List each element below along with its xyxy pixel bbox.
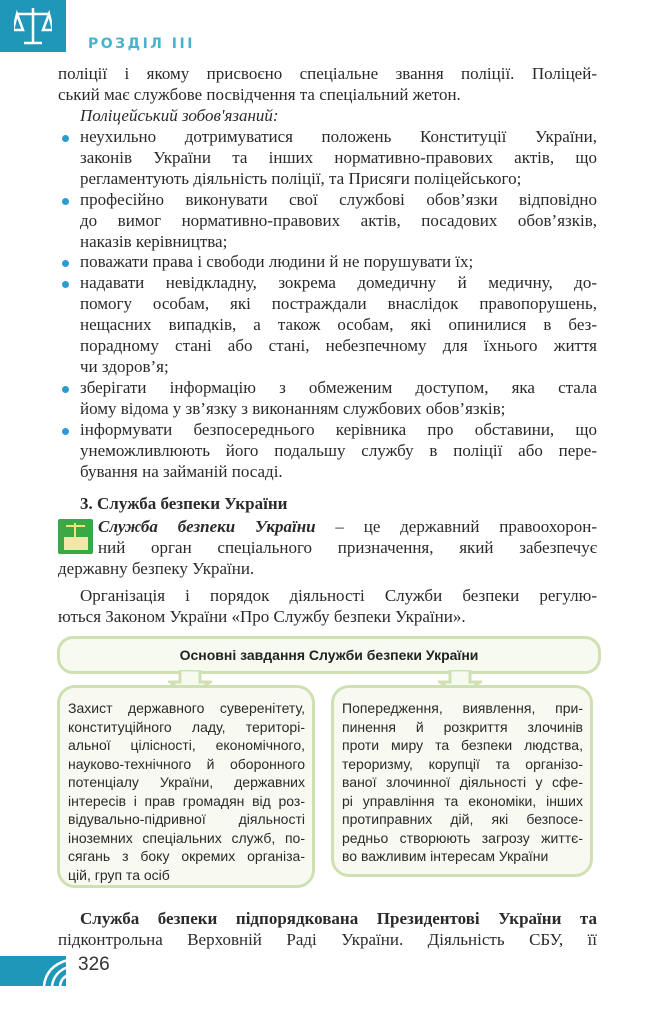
text-line: потенціалу України, державних (68, 774, 305, 790)
text-line: протиправних дій, які безпосе- (342, 811, 583, 827)
text-line: конституційного ладу, територі- (68, 718, 305, 735)
text-line: во важливим інтересам України (342, 848, 549, 864)
diagram-title-box: Основні завдання Служби безпеки України (57, 636, 601, 674)
text-line: проти миру та безпеки людства, (342, 737, 583, 753)
obligations-list (58, 127, 597, 482)
list-item (58, 127, 597, 190)
text-line: йому відома у зв’язку з виконанням службових обов’язків; (80, 398, 506, 418)
text-line: інформувати безпосереднього керівника про обставини, що (80, 419, 597, 439)
list-item (58, 252, 597, 273)
section-title: РОЗДІЛ ІІІ (88, 36, 195, 52)
text-line: наказів керівництва; (80, 231, 228, 251)
bullet-icon (62, 281, 69, 288)
intro-paragraph (58, 64, 597, 106)
bullet-icon (62, 135, 69, 142)
definition-term: Служба безпеки України (98, 517, 316, 536)
closing-line: підконтрольна Верховній Раді України. Діяльність СБУ, її (58, 929, 597, 949)
text-line: іноземних спеціальних служб, по- (68, 829, 305, 846)
diagram-box-left (57, 685, 315, 888)
text-line: ський має службове посвідчення та спеціальний жетон. (58, 84, 461, 104)
text-line: Організація і порядок діяльності Служби безпеки регулю- (80, 586, 597, 605)
text-line: поважати права і свободи людини й не порушувати їх; (80, 252, 474, 272)
list-item (58, 378, 597, 420)
chapter-corner-tab (0, 0, 66, 52)
bullet-icon (62, 428, 69, 435)
text-line: поліції і якому присвоєно спеціальне звання поліції. Поліцей- (58, 64, 597, 83)
definition-line: державну безпеку України. (58, 558, 255, 578)
definition-line: ний орган спеціального призначення, який забезпечує (98, 537, 597, 557)
text-line: пинення й розкриття злочинів (342, 718, 583, 735)
list-item (58, 190, 597, 253)
text-line: зберігати інформацію з обмеженим доступом, яка стала (80, 377, 597, 397)
text-line: професійно виконувати свої службові обов’язки відповідно (80, 189, 597, 209)
text-line: Попередження, виявлення, при- (342, 700, 583, 716)
text-line: нещасних випадків, а також особам, які опинилися в без- (80, 315, 597, 335)
list-item (58, 273, 597, 378)
text-line: неухильно дотримуватися положень Конституції України, (80, 127, 597, 146)
text-line: тероризму, корупції та організо- (342, 755, 583, 772)
text-line: помогу особам, які постраждали внаслідок правопорушень, (80, 294, 597, 314)
text-line: чи здоров’я; (80, 356, 169, 376)
diagram-box-right (331, 685, 593, 877)
text-line: цій, груп та осіб (68, 866, 170, 883)
text-line: науково-технічного й оборонного (68, 755, 305, 772)
bullet-icon (62, 386, 69, 393)
page-number: 326 (78, 954, 110, 975)
text-line: надавати невідкладну, зокрема домедичну й медичну, до- (80, 273, 597, 293)
text-line: порадному стані або стані, небезпечному для їхнього життя (80, 336, 597, 356)
text-line: сягань з боку окремих організа- (68, 848, 305, 864)
text-line: редньо створюють загрозу життє- (342, 829, 583, 846)
text-line: ваної злочинної діяльності у сфе- (342, 774, 583, 790)
bullet-icon (62, 260, 69, 267)
closing-bold-line: Служба безпеки підпорядкована Президентові України та (80, 909, 597, 928)
list-item (58, 420, 597, 483)
section-heading: 3. Служба безпеки України (80, 494, 288, 513)
text-line: відувально-підривної діяльності (68, 811, 305, 827)
definition-paragraph (58, 517, 597, 580)
obligation-title: Поліцейський зобов'язаний: (80, 106, 279, 125)
bullet-icon (62, 198, 69, 205)
text-line: законів України та інших нормативно-правових актів, що (80, 147, 597, 167)
definition-text: – це державний правоохорон- (315, 517, 597, 536)
text-line: рі управління та економіки, інших (342, 792, 583, 809)
text-line: Захист державного суверенітету, (68, 700, 305, 716)
text-line: альної цілісності, економічного, (68, 737, 305, 753)
text-line: унеможливлюють його подальшу службу в поліції або пере- (80, 440, 597, 460)
scales-icon (14, 6, 52, 46)
organization-paragraph (58, 586, 597, 628)
text-line: інтересів і прав громадян від роз- (68, 792, 305, 809)
text-line: бування на займаній посаді. (80, 461, 283, 481)
text-line: регламентують діяльність поліції, та Присяги поліцейського; (80, 168, 522, 188)
waves-icon (40, 958, 70, 986)
closing-paragraph (58, 909, 597, 951)
text-line: до вимог нормативно-правових актів, посадових обов’язків, (80, 210, 597, 230)
text-line: ються Законом України «Про Службу безпеки України». (58, 606, 466, 626)
